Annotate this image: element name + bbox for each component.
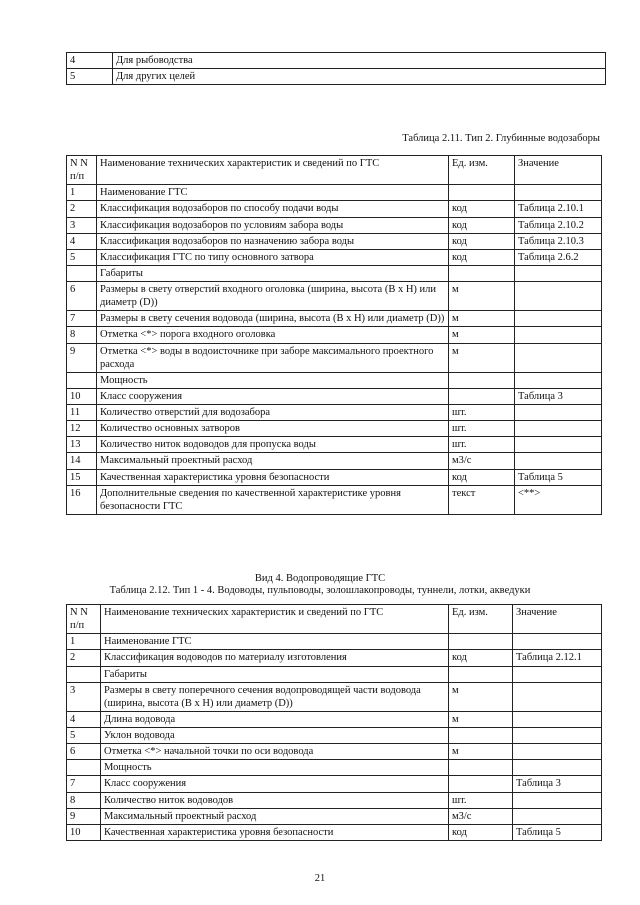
row-value-cell: Таблица 2.10.2 (515, 217, 602, 233)
table-row (67, 453, 602, 469)
row-value-cell (513, 760, 602, 776)
table-row (67, 372, 602, 388)
row-unit-cell: шт. (449, 405, 515, 421)
table-row (67, 405, 602, 421)
row-unit-cell: шт. (449, 792, 513, 808)
row-unit-cell: м (449, 327, 515, 343)
row-number-cell: 16 (67, 485, 97, 514)
row-unit-cell: м (449, 711, 513, 727)
row-value-cell (515, 421, 602, 437)
row-unit-cell (449, 776, 513, 792)
row-number-cell: 1 (67, 185, 97, 201)
row-unit-cell: шт. (449, 437, 515, 453)
row-name-cell: Классификация водозаборов по условиям забора воды (97, 217, 449, 233)
table-row (67, 437, 602, 453)
table-row (67, 69, 606, 85)
row-number-cell: 2 (67, 201, 97, 217)
row-name-cell: Класс сооружения (101, 776, 449, 792)
table-row (67, 327, 602, 343)
row-unit-cell (449, 634, 513, 650)
row-unit-cell (449, 728, 513, 744)
table-row (67, 824, 602, 840)
row-name-cell: Количество ниток водоводов для пропуска воды (97, 437, 449, 453)
table-row (67, 388, 602, 404)
row-number-cell (67, 760, 101, 776)
row-value-cell: Таблица 2.6.2 (515, 249, 602, 265)
row-unit-cell: м3/с (449, 453, 515, 469)
table-row (67, 421, 602, 437)
row-name-cell: Для других целей (113, 69, 606, 85)
table-row (67, 469, 602, 485)
row-value-cell (515, 327, 602, 343)
row-number-cell: 9 (67, 808, 101, 824)
row-value-cell (513, 744, 602, 760)
row-number-cell: 8 (67, 792, 101, 808)
row-name-cell: Наименование ГТС (97, 185, 449, 201)
row-name-cell: Уклон водовода (101, 728, 449, 744)
row-unit-cell: код (449, 469, 515, 485)
header-number-cell: N N п/п (67, 156, 97, 185)
row-value-cell (513, 682, 602, 711)
row-unit-cell: м (449, 343, 515, 372)
row-unit-cell: м (449, 282, 515, 311)
row-number-cell: 3 (67, 217, 97, 233)
row-unit-cell: м (449, 682, 513, 711)
table-row (67, 485, 602, 514)
table-row (67, 792, 602, 808)
row-unit-cell (449, 265, 515, 281)
row-name-cell: Отметка <*> порога входного оголовка (97, 327, 449, 343)
row-name-cell: Размеры в свету отверстий входного оголовка (ширина, высота (В х Н) или диаметр (D)) (97, 282, 449, 311)
row-name-cell: Качественная характеристика уровня безопасности (97, 469, 449, 485)
row-name-cell: Габариты (101, 666, 449, 682)
table-row (67, 311, 602, 327)
row-name-cell: Качественная характеристика уровня безопасности (101, 824, 449, 840)
row-name-cell: Максимальный проектный расход (101, 808, 449, 824)
table-caption-2-12: Таблица 2.12. Тип 1 - 4. Водоводы, пульповоды, золошлакопроводы, туннели, лотки, акведуки (109, 585, 531, 596)
row-unit-cell: шт. (449, 421, 515, 437)
row-number-cell: 9 (67, 343, 97, 372)
header-unit-cell: Ед. изм. (449, 156, 515, 185)
row-unit-cell: код (449, 233, 515, 249)
row-unit-cell: м (449, 311, 515, 327)
header-unit-cell: Ед. изм. (449, 605, 513, 634)
row-unit-cell (449, 666, 513, 682)
row-value-cell (515, 453, 602, 469)
row-number-cell: 8 (67, 327, 97, 343)
header-name-cell: Наименование технических характеристик и сведений по ГТС (97, 156, 449, 185)
row-number-cell: 5 (67, 728, 101, 744)
table-row (67, 728, 602, 744)
row-name-cell: Классификация ГТС по типу основного затвора (97, 249, 449, 265)
table-row (67, 634, 602, 650)
header-value-cell: Значение (515, 156, 602, 185)
table-row (67, 650, 602, 666)
row-value-cell: Таблица 2.12.1 (513, 650, 602, 666)
row-number-cell: 12 (67, 421, 97, 437)
row-number-cell: 5 (67, 69, 113, 85)
continuation-table (66, 52, 606, 85)
row-number-cell (67, 265, 97, 281)
table-row (67, 760, 602, 776)
row-name-cell: Классификация водоводов по материалу изготовления (101, 650, 449, 666)
row-number-cell: 2 (67, 650, 101, 666)
table-row (67, 249, 602, 265)
row-unit-cell: код (449, 201, 515, 217)
row-unit-cell: код (449, 824, 513, 840)
row-name-cell: Отметка <*> воды в водоисточнике при заборе максимального проектного расхода (97, 343, 449, 372)
header-number-cell: N N п/п (67, 605, 101, 634)
table-row (67, 808, 602, 824)
row-number-cell: 3 (67, 682, 101, 711)
table-2-12 (66, 604, 602, 841)
table-row (67, 744, 602, 760)
row-value-cell (515, 311, 602, 327)
row-number-cell (67, 372, 97, 388)
table-row (67, 201, 602, 217)
row-name-cell: Отметка <*> начальной точки по оси водовода (101, 744, 449, 760)
row-value-cell (515, 372, 602, 388)
row-value-cell (515, 185, 602, 201)
row-unit-cell (449, 372, 515, 388)
row-name-cell: Класс сооружения (97, 388, 449, 404)
table-row (67, 666, 602, 682)
row-value-cell (515, 405, 602, 421)
row-unit-cell: код (449, 217, 515, 233)
table-row (67, 265, 602, 281)
row-name-cell: Габариты (97, 265, 449, 281)
row-value-cell (513, 792, 602, 808)
row-value-cell: Таблица 3 (513, 776, 602, 792)
row-name-cell: Классификация водозаборов по назначению забора воды (97, 233, 449, 249)
row-name-cell: Классификация водозаборов по способу подачи воды (97, 201, 449, 217)
table-row (67, 682, 602, 711)
table-row (67, 343, 602, 372)
row-unit-cell: код (449, 650, 513, 666)
row-number-cell: 15 (67, 469, 97, 485)
table-row (67, 776, 602, 792)
row-number-cell: 14 (67, 453, 97, 469)
row-number-cell: 10 (67, 388, 97, 404)
row-value-cell: Таблица 5 (515, 469, 602, 485)
table-row (67, 53, 606, 69)
row-name-cell: Мощность (101, 760, 449, 776)
row-unit-cell (449, 185, 515, 201)
table-row (67, 711, 602, 727)
row-value-cell: Таблица 2.10.3 (515, 233, 602, 249)
table-caption-2-11: Таблица 2.11. Тип 2. Глубинные водозаборы (402, 133, 600, 144)
row-number-cell: 10 (67, 824, 101, 840)
row-number-cell: 4 (67, 233, 97, 249)
row-number-cell: 11 (67, 405, 97, 421)
row-name-cell: Размеры в свету сечения водовода (ширина, высота (В х Н) или диаметр (D)) (97, 311, 449, 327)
row-value-cell: <**> (515, 485, 602, 514)
row-name-cell: Количество отверстий для водозабора (97, 405, 449, 421)
row-value-cell (513, 666, 602, 682)
row-name-cell: Максимальный проектный расход (97, 453, 449, 469)
row-value-cell: Таблица 2.10.1 (515, 201, 602, 217)
row-name-cell: Для рыбоводства (113, 53, 606, 69)
row-number-cell: 1 (67, 634, 101, 650)
row-number-cell: 5 (67, 249, 97, 265)
table-2-11 (66, 155, 602, 515)
table-row (67, 185, 602, 201)
row-name-cell: Дополнительные сведения по качественной характеристике уровня безопасности ГТС (97, 485, 449, 514)
table-header-row (67, 156, 602, 185)
row-name-cell: Наименование ГТС (101, 634, 449, 650)
row-number-cell: 4 (67, 711, 101, 727)
row-number-cell: 7 (67, 776, 101, 792)
row-number-cell: 13 (67, 437, 97, 453)
row-number-cell: 7 (67, 311, 97, 327)
row-value-cell (513, 728, 602, 744)
row-name-cell: Размеры в свету поперечного сечения водопроводящей части водовода (ширина, высота (В х Н) или диаметр (D)) (101, 682, 449, 711)
row-number-cell: 6 (67, 282, 97, 311)
table-row (67, 217, 602, 233)
row-number-cell: 4 (67, 53, 113, 69)
header-value-cell: Значение (513, 605, 602, 634)
row-name-cell: Количество ниток водоводов (101, 792, 449, 808)
table-row (67, 282, 602, 311)
row-value-cell (513, 808, 602, 824)
table-header-row (67, 605, 602, 634)
row-value-cell: Таблица 3 (515, 388, 602, 404)
row-value-cell (513, 634, 602, 650)
page-number: 21 (314, 873, 326, 884)
row-number-cell (67, 666, 101, 682)
row-unit-cell: м3/с (449, 808, 513, 824)
row-unit-cell: текст (449, 485, 515, 514)
table-row (67, 233, 602, 249)
row-value-cell (515, 437, 602, 453)
row-unit-cell (449, 388, 515, 404)
row-unit-cell: код (449, 249, 515, 265)
row-unit-cell: м (449, 744, 513, 760)
row-unit-cell (449, 760, 513, 776)
row-value-cell (515, 265, 602, 281)
row-name-cell: Количество основных затворов (97, 421, 449, 437)
row-value-cell (513, 711, 602, 727)
row-value-cell (515, 343, 602, 372)
header-name-cell: Наименование технических характеристик и сведений по ГТС (101, 605, 449, 634)
row-value-cell (515, 282, 602, 311)
row-value-cell: Таблица 5 (513, 824, 602, 840)
section-title: Вид 4. Водопроводящие ГТС (254, 573, 386, 584)
row-number-cell: 6 (67, 744, 101, 760)
row-name-cell: Длина водовода (101, 711, 449, 727)
row-name-cell: Мощность (97, 372, 449, 388)
